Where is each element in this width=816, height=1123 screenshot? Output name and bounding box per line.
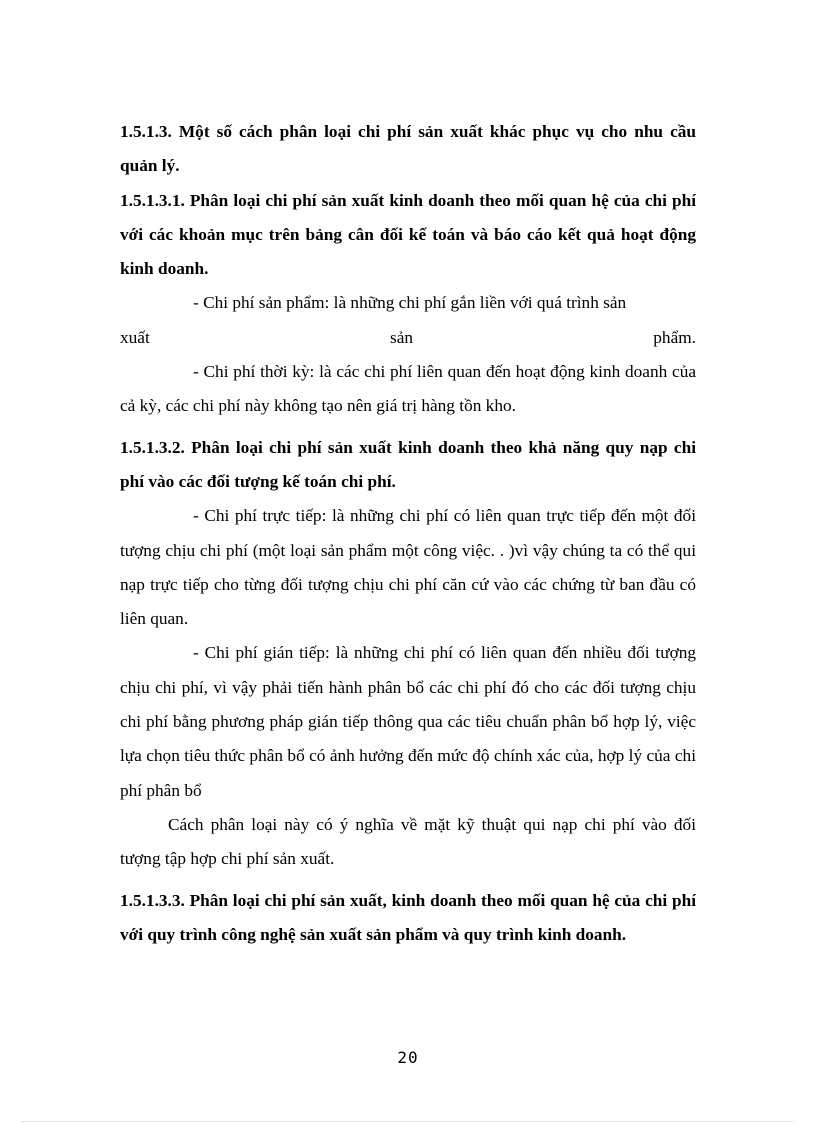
heading-1-5-1-3-2: 1.5.1.3.2. Phân loại chi phí sản xuất kinh doanh theo khả năng quy nạp chi phí vào các đối tượng kế toán chi phí. bbox=[120, 437, 696, 491]
paragraph-chi-phi-san-pham: - Chi phí sản phẩm: là những chi phí gắn liền với quá trình sản bbox=[193, 293, 627, 313]
paragraph-cach-phan-loai: Cách phân loại này có ý nghĩa về mặt kỹ thuật qui nạp chi phí vào đối tượng tập hợp chi phí sản xuất. bbox=[120, 814, 696, 869]
word-pham: phẩm. bbox=[653, 327, 696, 347]
page-number: 20 bbox=[397, 1048, 419, 1067]
paragraph-chi-phi-san-pham-end bbox=[120, 321, 696, 355]
paragraph-chi-phi-truc-tiep: - Chi phí trực tiếp: là những chi phí có liên quan trực tiếp đến một đối tượng chịu chi phí (một loại sản phẩm một công việc. . )vì vậy chúng ta có thể qui nạp trực tiếp cho từng đối tượng chịu chi phí căn cứ vào các chứng từ ban đầu có liên quan. bbox=[120, 506, 696, 629]
paragraph-chi-phi-gian-tiep: - Chi phí gián tiếp: là những chi phí có liên quan đến nhiều đối tượng chịu chi phí, vì vậy phải tiến hành phân bổ các chi phí đó cho các đối tượng chịu chi phí bằng phương pháp gián tiếp thông qua các tiêu chuẩn phân bổ hợp lý, việc lựa chọn tiêu thức phân bổ có ảnh hưởng đến mức độ chính xác của, hợp lý của chi phí phân bổ bbox=[120, 643, 696, 800]
paragraph-chi-phi-thoi-ky: - Chi phí thời kỳ: là các chi phí liên quan đến hoạt động kinh doanh của cả kỳ, các chi phí này không tạo nên giá trị hàng tồn kho. bbox=[120, 362, 696, 416]
page-bottom-border bbox=[22, 1121, 794, 1122]
document-body bbox=[120, 115, 696, 952]
word-san: sản bbox=[390, 327, 414, 347]
word-xuat: xuất bbox=[120, 327, 150, 347]
heading-1-5-1-3: 1.5.1.3. Một số cách phân loại chi phí sản xuất khác phục vụ cho nhu cầu quản lý. bbox=[120, 122, 696, 176]
heading-1-5-1-3-3: 1.5.1.3.3. Phân loại chi phí sản xuất, kinh doanh theo mối quan hệ của chi phí với quy trình công nghệ sản xuất sản phẩm và quy trình kinh doanh. bbox=[120, 890, 696, 944]
heading-1-5-1-3-1: 1.5.1.3.1. Phân loại chi phí sản xuất kinh doanh theo mối quan hệ của chi phí với các khoản mục trên bảng cân đối kế toán và báo cáo kết quả hoạt động kinh doanh. bbox=[120, 190, 696, 279]
